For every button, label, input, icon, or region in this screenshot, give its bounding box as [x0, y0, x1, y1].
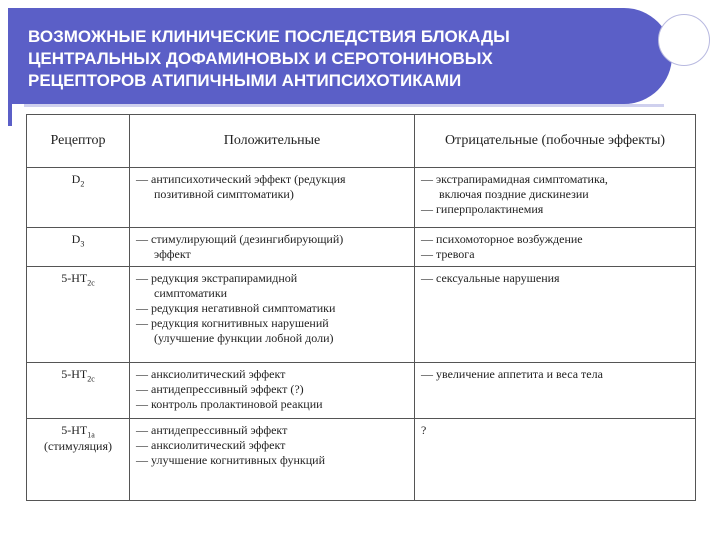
cell-negative	[415, 168, 696, 228]
table-row	[27, 419, 696, 501]
title-accent-line	[24, 104, 664, 107]
table-row	[27, 168, 696, 228]
receptor-note: (стимуляция)	[44, 439, 112, 454]
receptor-table	[26, 114, 696, 501]
effect-line: — антипсихотический эффект (редукция	[136, 172, 346, 186]
cell-negative	[415, 419, 696, 501]
receptor-subscript: 3	[80, 239, 85, 249]
title-bar	[8, 8, 672, 104]
cell-positive	[130, 363, 415, 419]
effect-line: — редукция когнитивных нарушений	[136, 316, 329, 330]
effect-line: эффект	[154, 247, 191, 261]
effect-line: — тревога	[421, 247, 475, 261]
cell-positive	[130, 267, 415, 363]
receptor-name: D	[71, 232, 81, 246]
effect-line: — сексуальные нарушения	[421, 271, 560, 285]
table-row	[27, 267, 696, 363]
header-positive: Положительные	[130, 115, 415, 168]
table-row	[27, 363, 696, 419]
effect-line: — гиперпролактинемия	[421, 202, 544, 216]
header-receptor: Рецептор	[27, 115, 130, 168]
effect-line: ?	[421, 423, 427, 437]
receptor-name: D	[71, 172, 81, 186]
effect-line: — улучшение когнитивных функций	[136, 453, 326, 467]
cell-positive	[130, 419, 415, 501]
receptor-subscript: 2	[80, 179, 85, 189]
title-accent-vertical	[8, 104, 12, 126]
receptor-name: 5-НТ	[61, 271, 88, 285]
cell-receptor	[27, 363, 130, 419]
effect-line: — увеличение аппетита и веса тела	[421, 367, 603, 381]
receptor-name: 5-НТ	[61, 367, 88, 381]
cell-negative	[415, 228, 696, 267]
receptor-subscript: 2с	[87, 278, 95, 288]
effect-line: симптоматики	[154, 286, 228, 300]
table-header-row	[27, 115, 696, 168]
effect-line: — психомоторное возбуждение	[421, 232, 583, 246]
effect-line: — антидепрессивный эффект (?)	[136, 382, 304, 396]
cell-receptor	[27, 228, 130, 267]
effect-line: (улучшение функции лобной доли)	[154, 331, 334, 345]
cell-receptor	[27, 419, 130, 501]
cell-receptor	[27, 168, 130, 228]
effect-line: — экстрапирамидная симптоматика,	[421, 172, 608, 186]
receptor-name: 5-НТ	[61, 423, 88, 437]
receptor-subscript: 2с	[87, 374, 95, 384]
slide-title: ВОЗМОЖНЫЕ КЛИНИЧЕСКИЕ ПОСЛЕДСТВИЯ БЛОКАДЫ ЦЕНТРАЛЬНЫХ ДОФАМИНОВЫХ И СЕРОТОНИНОВЫХ РЕЦЕПТОРОВ АТИПИЧНЫМИ АНТИПСИХОТИКАМИ	[28, 27, 510, 90]
effect-line: — редукция негативной симптоматики	[136, 301, 336, 315]
table-body	[27, 168, 696, 501]
decorative-circle	[658, 14, 710, 66]
effect-line: — контроль пролактиновой реакции	[136, 397, 323, 411]
effect-line: включая поздние дискинезии	[439, 187, 589, 201]
effect-line: — стимулирующий (дезингибирующий)	[136, 232, 344, 246]
effect-line: — редукция экстрапирамидной	[136, 271, 298, 285]
cell-negative	[415, 267, 696, 363]
effect-line: — антидепрессивный эффект	[136, 423, 288, 437]
effect-line: — анксиолитический эффект	[136, 367, 286, 381]
effect-line: позитивной симптоматики)	[154, 187, 294, 201]
cell-positive	[130, 168, 415, 228]
cell-negative	[415, 363, 696, 419]
table-row	[27, 228, 696, 267]
cell-receptor	[27, 267, 130, 363]
receptor-subscript: 1а	[87, 430, 95, 440]
cell-positive	[130, 228, 415, 267]
effect-line: — анксиолитический эффект	[136, 438, 286, 452]
header-negative: Отрицательные (побочные эффекты)	[415, 115, 696, 168]
